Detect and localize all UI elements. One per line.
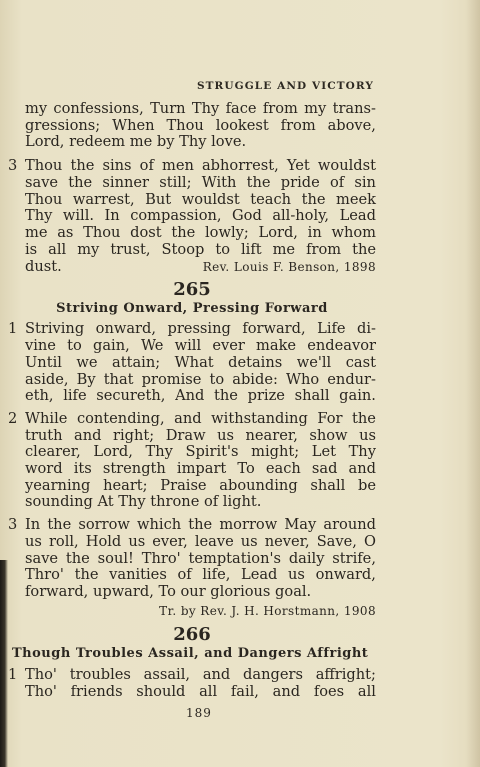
text-line: gressions; When Thou lookest from above,	[25, 116, 376, 134]
page-edge-shadow	[466, 0, 480, 767]
hymn-title: Though Troubles Assail, and Dangers Affright	[12, 646, 369, 662]
text-line: me as Thou dost the lowly; Lord, in whom	[25, 223, 376, 241]
book-spine-shadow	[0, 560, 8, 767]
text-line: truth and right; Draw us nearer, show us	[25, 426, 376, 444]
text-line: my confessions, Turn Thy face from my trans-	[25, 100, 376, 117]
text-line: Thou the sins of men abhorrest, Yet wouldst	[25, 157, 376, 175]
text-line: save the sinner still; With the pride of sin	[25, 173, 376, 191]
text-line: dust.	[25, 258, 62, 276]
text-line: Thro' the vanities of life, Lead us onward,	[25, 566, 376, 584]
text-line: clearer, Lord, Thy Spirit's might; Let Thy	[25, 443, 376, 461]
text-line: yearning heart; Praise abounding shall be	[25, 476, 376, 494]
text-line: aside, By that promise to abide: Who endur-	[25, 370, 376, 388]
verse-number: 3	[8, 157, 18, 175]
hymn-title: Striving Onward, Pressing Forward	[56, 300, 328, 316]
attribution: Tr. by Rev. J. H. Horstmann, 1908	[159, 603, 376, 618]
text-line: Tho' troubles assail, and dangers affright;	[25, 665, 376, 683]
text-line: is all my trust, Stoop to lift me from the	[25, 240, 376, 258]
text-line: word its strength impart To each sad and	[25, 460, 376, 478]
text-line: In the sorrow which the morrow May around	[25, 516, 376, 534]
verse-number: 1	[8, 665, 18, 683]
page-number: 189	[186, 706, 212, 720]
hymn-number: 265	[173, 279, 211, 301]
hymn-264-continuation	[8, 101, 376, 706]
verse-number: 1	[8, 320, 18, 338]
text-line: sounding At Thy throne of light.	[25, 493, 262, 511]
text-line: Thou warrest, But wouldst teach the meek	[25, 190, 376, 208]
verse-number: 3	[8, 516, 18, 534]
text-line: save the soul! Thro' temptation's daily strife,	[25, 549, 376, 567]
text-line: Lord, redeem me by Thy love.	[25, 133, 247, 151]
text-line: Striving onward, pressing forward, Life di-	[25, 320, 376, 338]
attribution: Rev. Louis F. Benson, 1898	[202, 260, 376, 275]
text-line: vine to gain, We will ever make endeavor	[25, 337, 376, 355]
text-line: Thy will. In compassion, God all-holy, Lead	[25, 207, 376, 225]
text-line: us roll, Hold us ever, leave us never, Save, O	[25, 532, 376, 550]
text-line: eth, life secureth, And the prize shall gain.	[25, 387, 376, 405]
text-line: forward, upward, To our glorious goal.	[25, 582, 312, 600]
text-line: While contending, and withstanding For the	[25, 409, 376, 427]
running-header: STRUGGLE AND VICTORY	[196, 80, 374, 92]
text-line: Tho' friends should all fail, and foes all	[25, 682, 376, 700]
verse-number: 2	[8, 409, 18, 427]
text-line: Until we attain; What detains we'll cast	[25, 353, 376, 371]
hymn-number: 266	[173, 624, 211, 646]
